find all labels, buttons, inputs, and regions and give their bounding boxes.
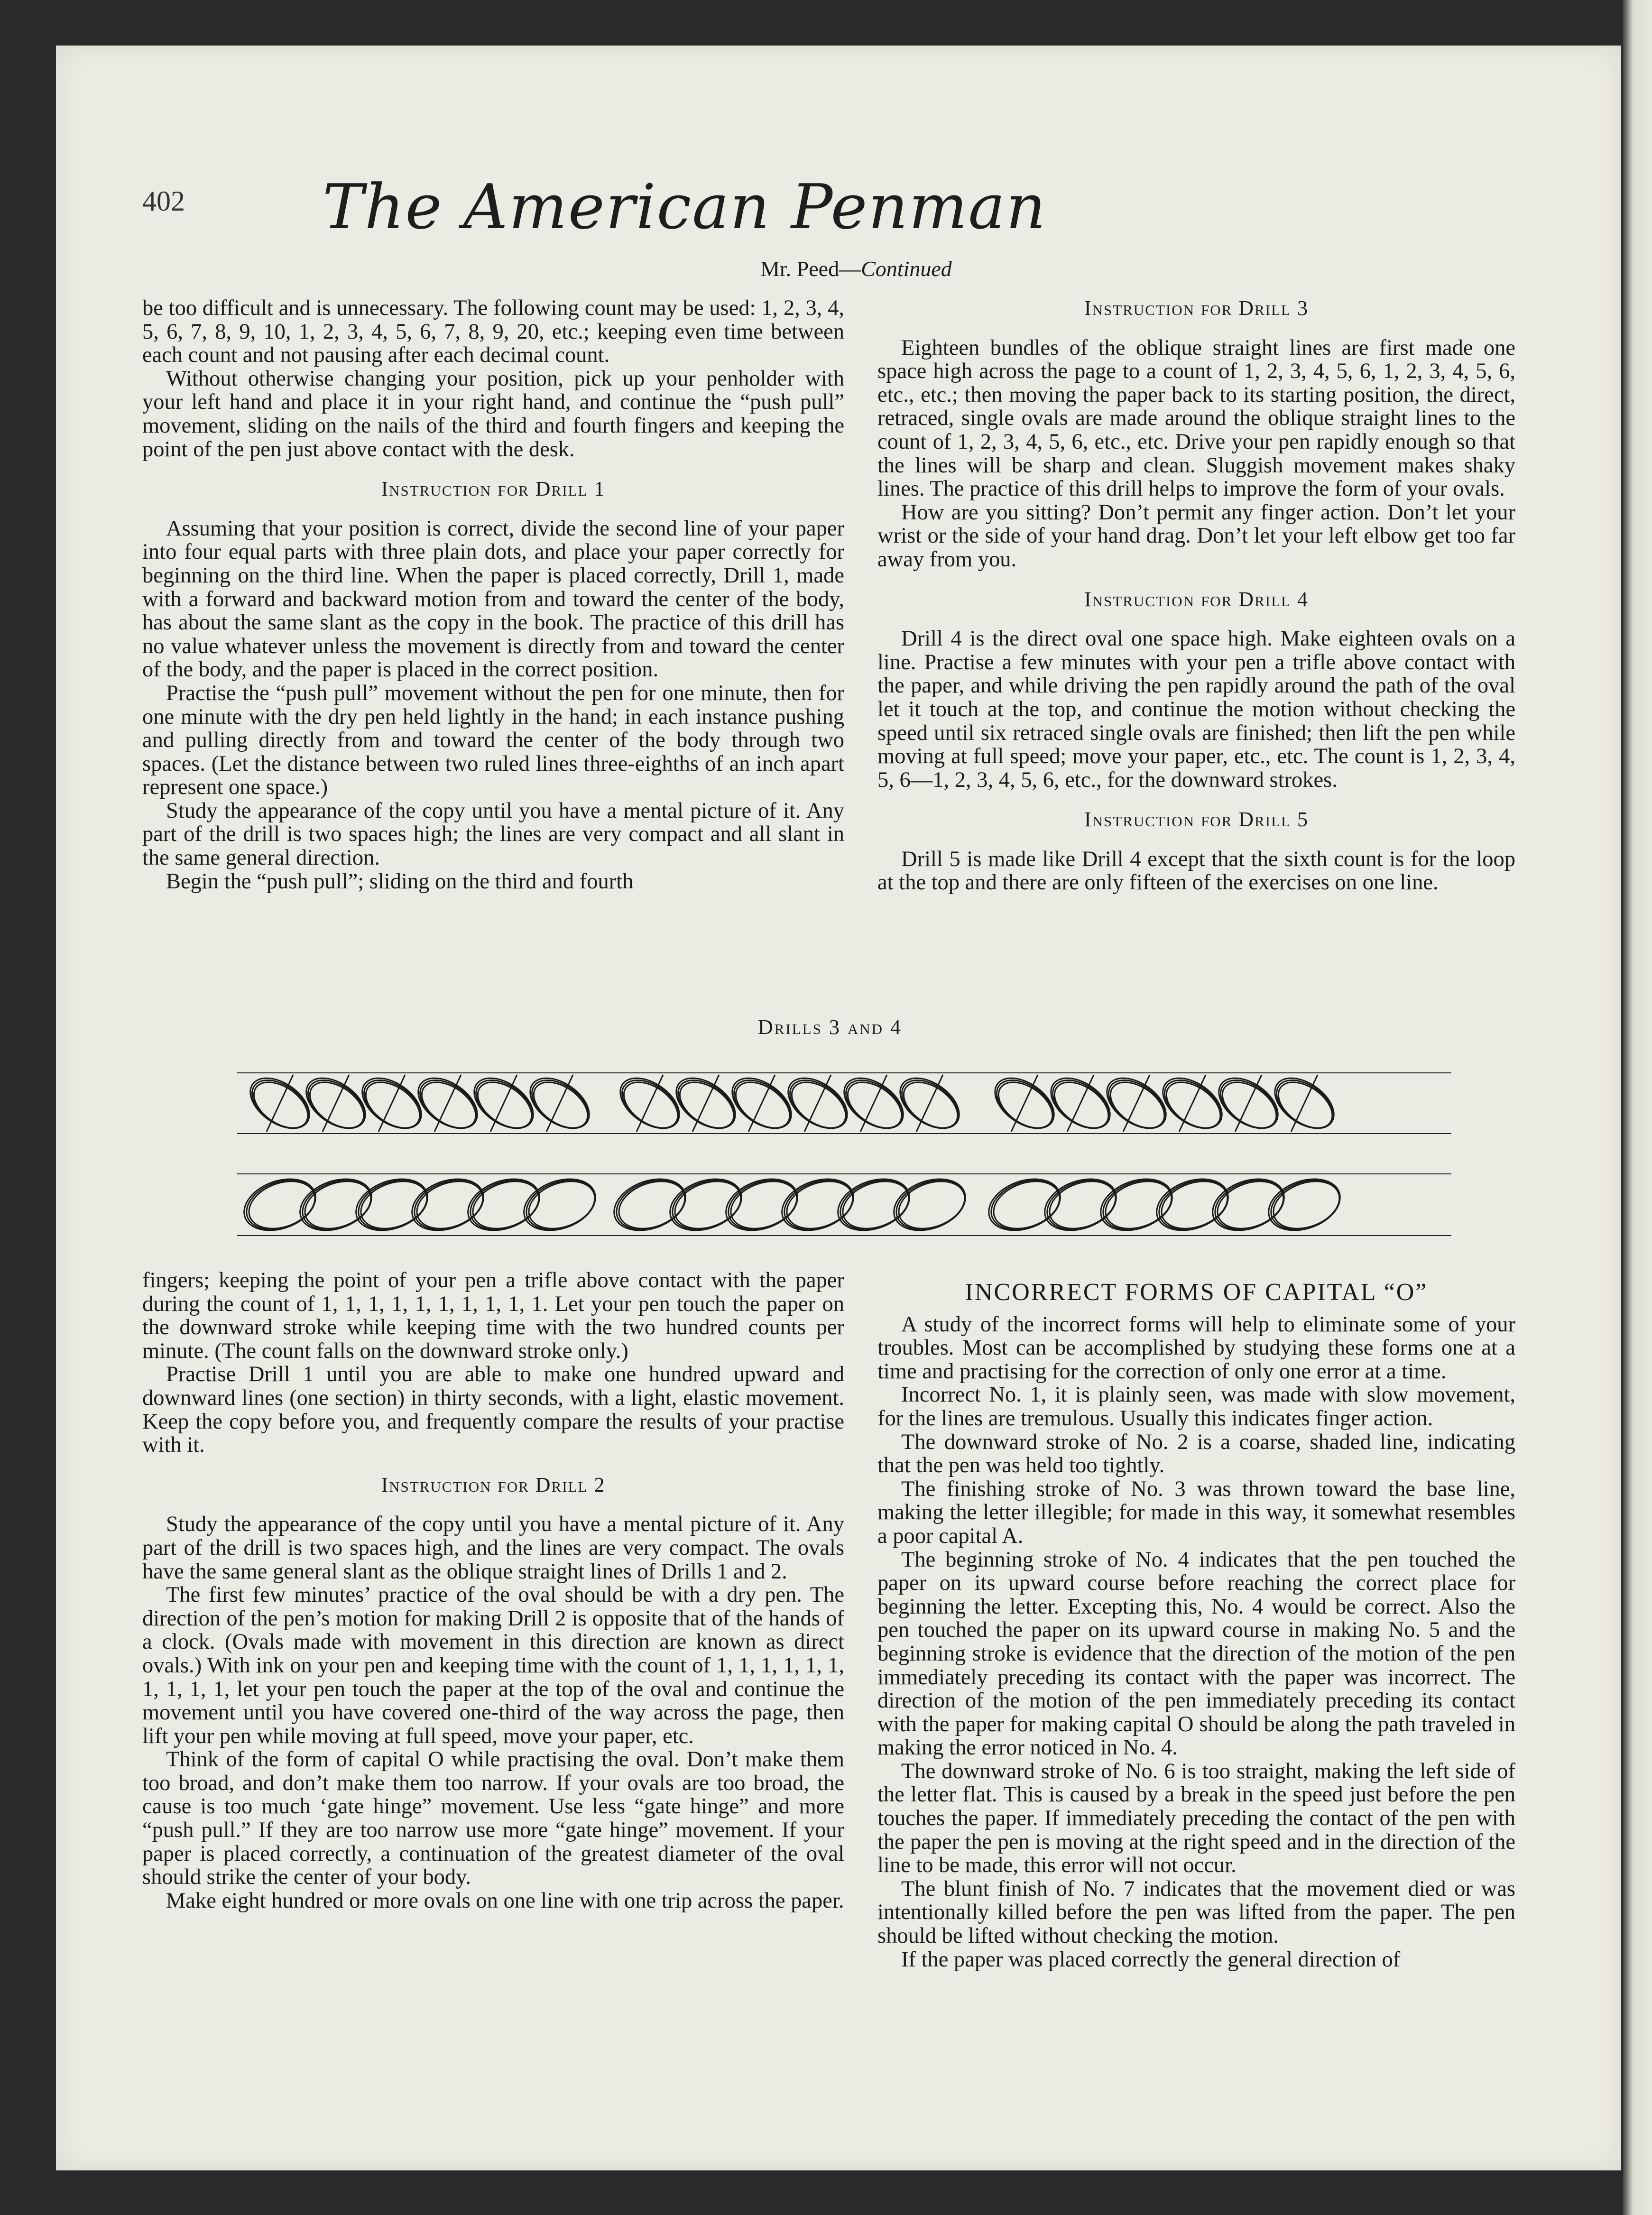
drill-slant-line	[692, 1075, 719, 1132]
drill-slant-line	[546, 1075, 573, 1132]
drill-slant-line	[1123, 1075, 1150, 1132]
paragraph: The finishing stroke of No. 3 was thrown toward the base line, making the letter illegible; for made in this way, it somewhat resembles a poor capital A.	[877, 1477, 1515, 1548]
paragraph: The beginning stroke of No. 4 indicates that the pen touched the paper on its upward course before reaching the correct place for beginning the letter. Excepting this, No. 4 would be correct. Also the pen touched the paper on its upward course in making No. 5 and the beginning stroke is evidence that the direction of the motion of the pen immediately preceding its contact with the paper was incorrect. The direction of the motion of the pen immediately preceding its contact with the paper for making capital O should be along the path traveled in making the error noticed in No. 4.	[877, 1547, 1515, 1760]
paragraph: fingers; keeping the point of your pen a trifle above contact with the paper during the count of 1, 1, 1, 1, 1, 1, 1, 1, 1, 1. Let your pen touch the paper on the downward stroke while keeping time with the two hundred counts per minute. (The count falls on the downward stroke only.)	[142, 1268, 844, 1363]
drill-slant-line	[1179, 1075, 1206, 1132]
paragraph: The blunt finish of No. 7 indicates that the movement died or was intentionally killed before the pen was lifted from the paper. The pen should be lifted without checking the motion.	[877, 1876, 1515, 1948]
drill-slant-line	[378, 1075, 405, 1132]
drill-slant-line	[748, 1075, 775, 1132]
drill-slant-line	[1235, 1075, 1262, 1132]
drill-slant-line	[1067, 1075, 1094, 1132]
drill-slant-line	[916, 1075, 943, 1132]
section-heading-drill-1: Instruction for Drill 1	[381, 477, 606, 501]
section-heading-drill-5: Instruction for Drill 5	[1084, 808, 1309, 831]
drill-slant-line	[323, 1075, 349, 1132]
page-number: 402	[142, 185, 185, 217]
paragraph: Incorrect No. 1, it is plainly seen, was made with slow movement, for the lines are tremulous. Usually this indicates finger action.	[877, 1383, 1515, 1431]
drill-slant-line	[860, 1075, 887, 1132]
paragraph: be too difficult and is unnecessary. The following count may be used: 1, 2, 3, 4, 5, 6, 7, 8, 9, 10, 1, 2, 3, 4, 5, 6, 7, 8, 9, 20, etc.; keeping even time between each count and not pausing after each decimal count.	[142, 296, 844, 368]
masthead-title: The American Penman	[323, 171, 1047, 243]
drill-slant-line	[490, 1075, 517, 1132]
section-heading-drill-3: Instruction for Drill 3	[1084, 296, 1309, 320]
paragraph: Drill 4 is the direct oval one space high. Make eighteen ovals on a line. Practise a few minutes with your pen a trifle above contact with the paper, and while driving the pen rapidly around the path of the oval let it touch at the top, and continue the motion without checking the speed until six retraced single ovals are finished; then lift the pen while moving at full speed; move your paper, etc., etc. The count is 1, 2, 3, 4, 5, 6—1, 2, 3, 4, 5, 6, etc., for the downward strokes.	[877, 627, 1515, 792]
section-heading-drill-2: Instruction for Drill 2	[381, 1473, 606, 1496]
paragraph: If the paper was placed correctly the general direction of	[901, 1947, 1401, 1972]
paragraph: Without otherwise changing your position, pick up your penholder with your left hand and place it in your right hand, and continue the “push pull” movement, sliding on the nails of the third and fourth fingers and keeping the point of the pen just above contact with the desk.	[142, 366, 844, 461]
paragraph: Practise Drill 1 until you are able to make one hundred upward and downward lines (one section) in thirty seconds, with a light, elastic movement. Keep the copy before you, and frequently compare the results of your practise with it.	[142, 1362, 844, 1458]
drill-slant-line	[804, 1075, 831, 1132]
column-bottom-left	[142, 1269, 844, 1912]
column-bottom-right	[877, 1281, 1515, 1971]
drills-svg	[237, 1043, 1494, 1262]
drill-slant-line	[267, 1075, 293, 1132]
paragraph: The downward stroke of No. 6 is too straight, making the left side of the letter flat. This is caused by a break in the speed just before the pen touches the paper. If immediately preceding the contact of the pen with the paper the pen is moving at the right speed and in the direction of the line to be made, this error will not occur.	[877, 1759, 1515, 1878]
paragraph: Practise the “push pull” movement without the pen for one minute, then for one minute with the dry pen held lightly in the hand; in each instance pushing and pulling directly from and toward the center of the body through two spaces. (Let the distance between two ruled lines three-eighths of an inch apart represent one space.)	[142, 681, 844, 800]
column-top-right	[877, 296, 1515, 895]
paragraph: Think of the form of capital O while practising the oval. Don’t make them too broad, and don’t make them too narrow. If your ovals are too broad, the cause is too much ‘gate hinge” movement. Use less “gate hinge” and more “push pull.” If they are too narrow use more “gate hinge” movement. If your paper is placed correctly, a continuation of the greatest diameter of the oval should strike the center of your body.	[142, 1747, 844, 1890]
drill-slant-line	[1291, 1075, 1318, 1132]
paragraph: Assuming that your position is correct, divide the second line of your paper into four equal parts with three plain dots, and place your paper correctly for beginning on the third line. When the paper is placed correctly, Drill 1, made with a forward and backward motion from and toward the center of the body, has about the same slant as the copy in the book. The practice of this drill has no value whatever unless the movement is directly from and toward the center of the body, and the paper is placed in the correct position.	[142, 516, 844, 682]
drill-slant-line	[637, 1075, 663, 1132]
paragraph: Study the appearance of the copy until you have a mental picture of it. Any part of the drill is two spaces high, and the lines are very compact. The ovals have the same general slant as the oblique straight lines of Drills 1 and 2.	[142, 1512, 844, 1584]
paragraph: Make eight hundred or more ovals on one line with one trip across the paper.	[166, 1888, 844, 1913]
drill-slant-line	[1011, 1075, 1038, 1132]
paragraph: Begin the “push pull”; sliding on the third and fourth	[166, 869, 634, 894]
drills-illustration	[237, 1043, 1494, 1262]
paragraph: How are you sitting? Don’t permit any finger action. Don’t let your wrist or the side of your hand drag. Don’t let your left elbow get too far away from you.	[877, 500, 1515, 572]
drill-slant-line	[434, 1075, 461, 1132]
paragraph: Drill 5 is made like Drill 4 except that the sixth count is for the loop at the top and there are only fifteen of the exercises on one line.	[877, 847, 1515, 895]
section-heading-drill-4: Instruction for Drill 4	[1084, 587, 1309, 611]
next-page-edge	[1623, 0, 1652, 2215]
page-header	[142, 171, 1518, 256]
subhead-author: Mr. Peed—	[760, 257, 861, 281]
paragraph: Eighteen bundles of the oblique straight lines are first made one space high across the page to a count of 1, 2, 3, 4, 5, 6, 1, 2, 3, 4, 5, 6, etc., etc.; then moving the paper back to its starting position, the direct, retraced, single ovals are made around the oblique straight lines to the count of 1, 2, 3, 4, 5, 6, etc., etc. Drive your pen rapidly enough so that the lines will be sharp and clean. Sluggish movement makes shaky lines. The practice of this drill helps to improve the form of your ovals.	[877, 335, 1515, 501]
paragraph: A study of the incorrect forms will help to eliminate some of your troubles. Most can be accomplished by studying these forms one at a time and practising for the correction of only one error at a time.	[877, 1312, 1515, 1384]
drills-caption: Drills 3 and 4	[757, 1015, 903, 1039]
paragraph: Study the appearance of the copy until you have a mental picture of it. Any part of the drill is two spaces high; the lines are very compact and all slant in the same general direction.	[142, 798, 844, 870]
column-top-left	[142, 296, 844, 893]
paragraph: The downward stroke of No. 2 is a coarse, shaded line, indicating that the pen was held too tightly.	[877, 1430, 1515, 1478]
paragraph: The first few minutes’ practice of the oval should be with a dry pen. The direction of the pen’s motion for making Drill 2 is opposite that of the hands of a clock. (Ovals made with movement in this direction are known as direct ovals.) With ink on your pen and keeping time with the count of 1, 1, 1, 1, 1, 1, 1, 1, 1, 1, let your pen touch the paper at the top of the oval and continue the movement until you have covered one-third of the way across the page, then lift your pen while moving at full speed, move your paper, etc.	[142, 1583, 844, 1748]
article-subhead	[760, 256, 952, 281]
subhead-continued: Continued	[861, 257, 952, 281]
section-heading-incorrect-forms: INCORRECT FORMS OF CAPITAL “O”	[965, 1279, 1428, 1306]
